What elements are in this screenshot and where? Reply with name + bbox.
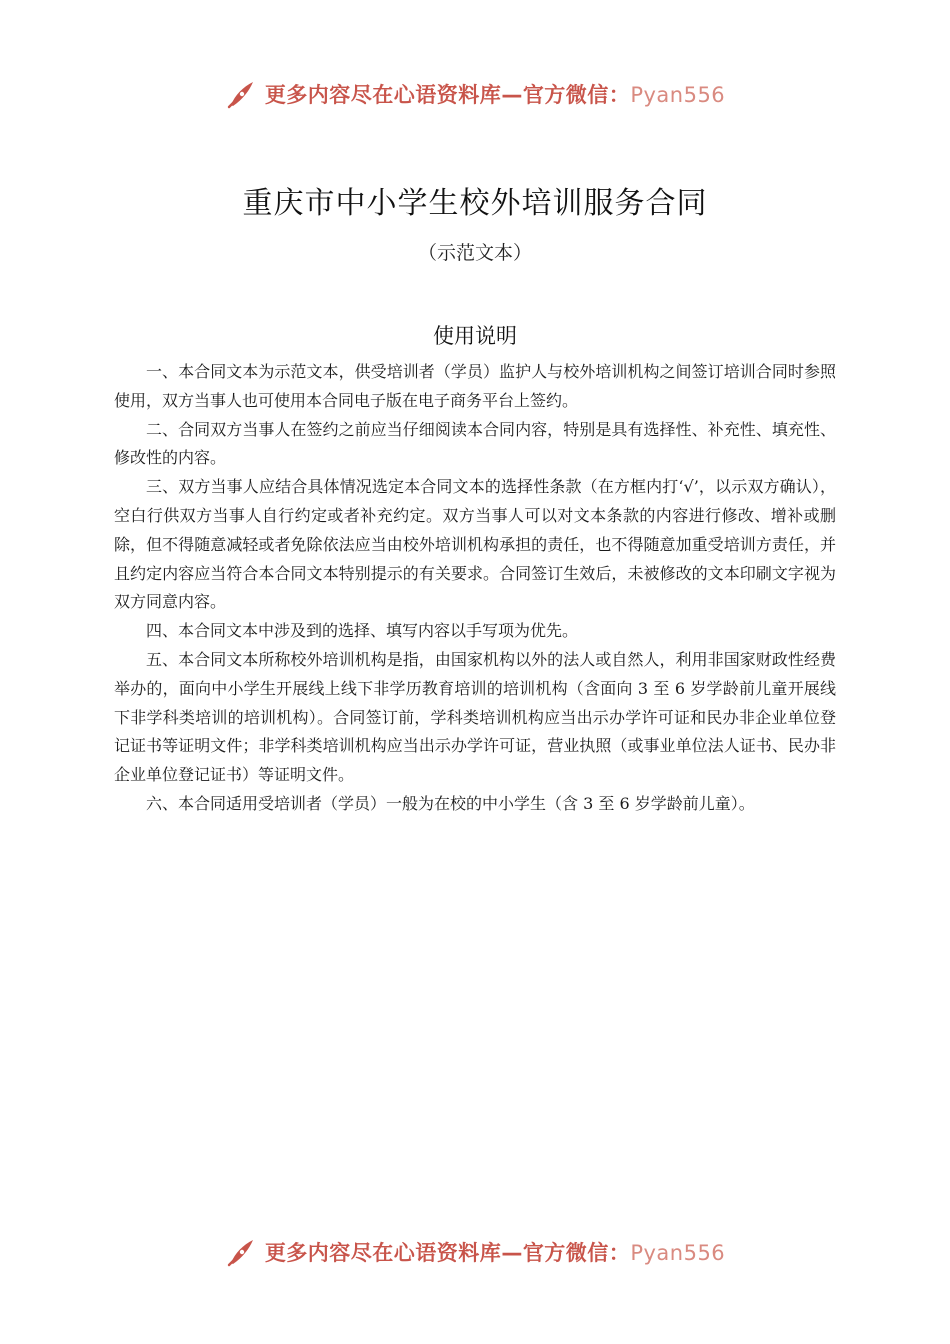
watermark-text <box>265 79 725 109</box>
document-subtitle: （示范文本） <box>417 242 532 264</box>
watermark-slogan: 更多内容尽在心语资料库 <box>264 83 502 107</box>
watermark-channel: 官方微信： <box>522 83 631 107</box>
usage-instructions <box>114 358 836 819</box>
watermark-wechat-id: Pyan556 <box>630 83 726 107</box>
watermark-wechat-id: Pyan556 <box>630 1241 726 1265</box>
watermark-separator: — <box>501 1241 523 1265</box>
paragraph-3: 三、双方当事人应结合具体情况选定本合同文本的选择性条款（在方框内打‘√’，以示双方确认），空白行供双方当事人自行约定或者补充约定。双方当事人可以对文本条款的内容进行修改、增补或删除，但不得随意减轻或者免除依法应当由校外培训机构承担的责任，也不得随意加重受培训方责任，并且约定内容应当符合本合同文本特别提示的有关要求。合同签订生效后，未被修改的文本印刷文字视为双方同意内容。 <box>114 477 836 612</box>
paragraph-5: 五、本合同文本所称校外培训机构是指，由国家机构以外的法人或自然人，利用非国家财政性经费举办的，面向中小学生开展线上线下非学历教育培训的培训机构（含面向 3 至 6 岁学龄前儿童开展线下非学科类培训的培训机构）。合同签订前，学科类培训机构应当出示办学许可证和民办非企业单位登记证书等证明文件；非学科类培训机构应当出示办学许可证，营业执照（或事业单位法人证书、民办非企业单位登记证书）等证明文件。 <box>114 649 836 785</box>
watermark-channel: 官方微信： <box>522 1241 631 1265</box>
paragraph-1: 一、本合同文本为示范文本，供受培训者（学员）监护人与校外培训机构之间签订培训合同时参照使用，双方当事人也可使用本合同电子版在电子商务平台上签约。 <box>114 362 836 410</box>
document-title: 重庆市中小学生校外培训服务合同 <box>242 186 708 221</box>
watermark-footer <box>0 1230 950 1274</box>
watermark-slogan: 更多内容尽在心语资料库 <box>264 1241 502 1265</box>
watermark-separator: — <box>501 83 523 107</box>
paragraph-2: 二、合同双方当事人在签约之前应当仔细阅读本合同内容，特别是具有选择性、补充性、填充性、修改性的内容。 <box>114 419 836 468</box>
pen-nib-icon <box>225 77 259 111</box>
watermark-text <box>265 1237 725 1267</box>
section-heading: 使用说明 <box>433 324 517 348</box>
pen-nib-icon <box>225 1235 259 1269</box>
paragraph-6: 六、本合同适用受培训者（学员）一般为在校的中小学生（含 3 至 6 岁学龄前儿童）。 <box>146 793 755 813</box>
paragraph-4: 四、本合同文本中涉及到的选择、填写内容以手写项为优先。 <box>146 621 579 641</box>
watermark-header <box>0 72 950 116</box>
